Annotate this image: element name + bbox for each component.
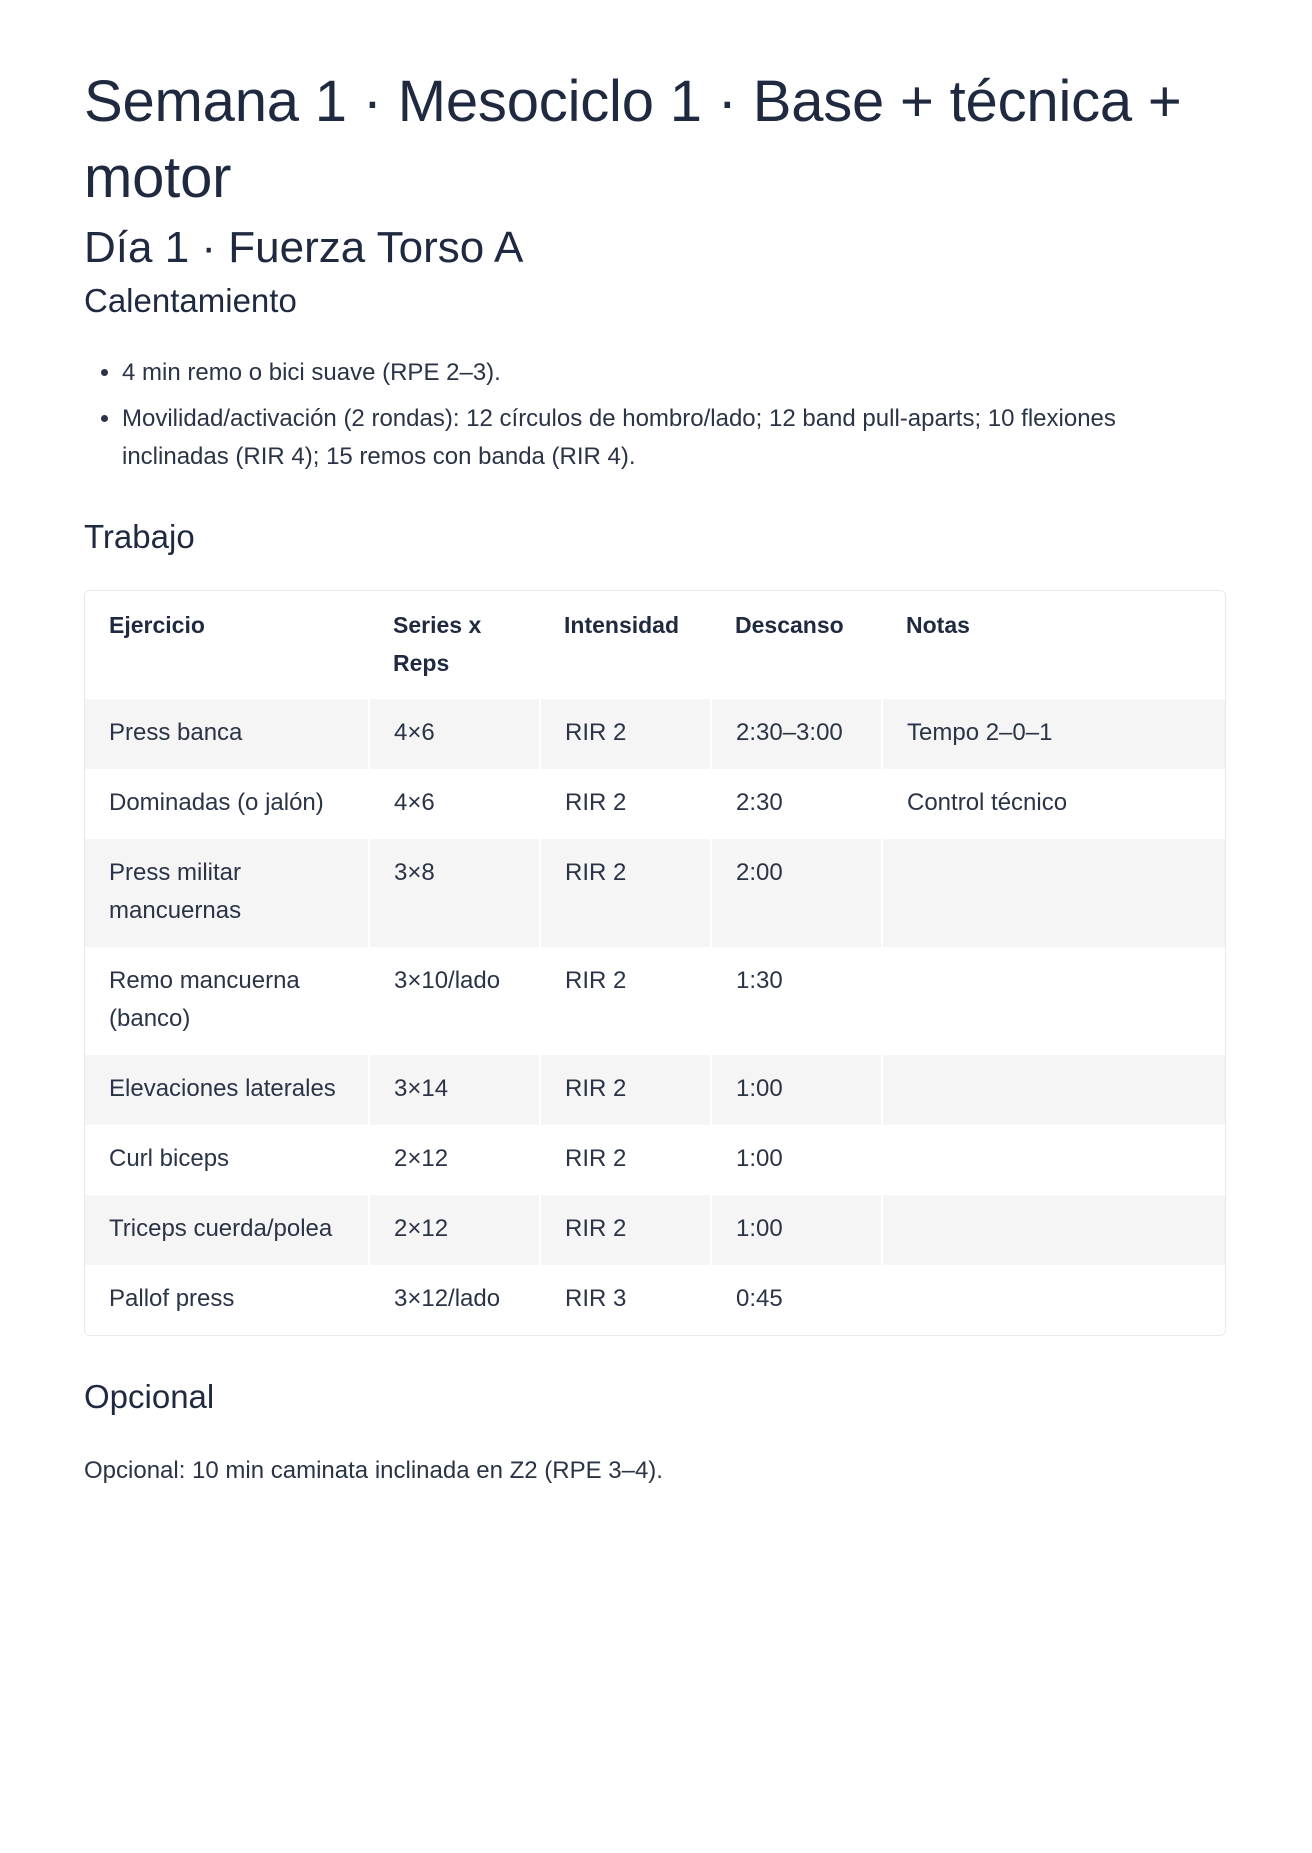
- optional-heading: Opcional: [84, 1378, 215, 1415]
- warmup-heading: Calentamiento: [84, 282, 297, 319]
- column-header-sets-reps: Series x Reps: [369, 591, 540, 699]
- warmup-item: • Movilidad/activación (2 rondas): 12 círculos de hombro/lado; 12 band pull-aparts; 10 flexiones inclinadas (RIR 4); 15 remos con banda (RIR 4).: [122, 400, 1228, 476]
- cell-rest: 1:00: [711, 1125, 882, 1195]
- table-row: [85, 947, 1225, 1055]
- table-header-row: [85, 591, 1225, 699]
- work-heading: Trabajo: [84, 518, 195, 555]
- cell-sets-reps: 4×6: [369, 769, 540, 839]
- table-row: [85, 1195, 1225, 1265]
- cell-notes: Control técnico: [882, 769, 1225, 839]
- table-row: [85, 699, 1225, 769]
- cell-sets-reps: 3×14: [369, 1055, 540, 1125]
- cell-intensity: RIR 2: [540, 769, 711, 839]
- cell-rest: 1:00: [711, 1055, 882, 1125]
- cell-notes: [882, 1055, 1225, 1125]
- table-row: [85, 839, 1225, 947]
- cell-intensity: RIR 2: [540, 1055, 711, 1125]
- cell-rest: 2:00: [711, 839, 882, 947]
- cell-exercise: Press militar mancuernas: [85, 839, 369, 947]
- cell-intensity: RIR 2: [540, 1125, 711, 1195]
- cell-notes: [882, 1265, 1225, 1335]
- workout-table: [85, 591, 1225, 1335]
- cell-rest: 2:30–3:00: [711, 699, 882, 769]
- cell-notes: [882, 839, 1225, 947]
- cell-sets-reps: 3×12/lado: [369, 1265, 540, 1335]
- cell-intensity: RIR 3: [540, 1265, 711, 1335]
- cell-rest: 1:00: [711, 1195, 882, 1265]
- optional-text: Opcional: 10 min caminata inclinada en Z2 (RPE 3–4).: [84, 1457, 663, 1484]
- cell-rest: 2:30: [711, 769, 882, 839]
- cell-sets-reps: 2×12: [369, 1195, 540, 1265]
- column-header-notes: Notas: [882, 591, 1225, 699]
- cell-intensity: RIR 2: [540, 947, 711, 1055]
- page-title: Semana 1 · Mesociclo 1 · Base + técnica + motor: [84, 69, 1182, 210]
- cell-rest: 1:30: [711, 947, 882, 1055]
- cell-sets-reps: 3×8: [369, 839, 540, 947]
- table-row: [85, 769, 1225, 839]
- cell-notes: [882, 947, 1225, 1055]
- workout-table-container: [84, 590, 1226, 1336]
- cell-notes: [882, 1125, 1225, 1195]
- cell-intensity: RIR 2: [540, 839, 711, 947]
- warmup-list: [84, 354, 1228, 476]
- cell-exercise: Elevaciones laterales: [85, 1055, 369, 1125]
- cell-sets-reps: 2×12: [369, 1125, 540, 1195]
- column-header-exercise: Ejercicio: [85, 591, 369, 699]
- cell-exercise: Triceps cuerda/polea: [85, 1195, 369, 1265]
- cell-exercise: Dominadas (o jalón): [85, 769, 369, 839]
- cell-notes: Tempo 2–0–1: [882, 699, 1225, 769]
- cell-notes: [882, 1195, 1225, 1265]
- day-title: Día 1 · Fuerza Torso A: [84, 223, 524, 272]
- cell-intensity: RIR 2: [540, 1195, 711, 1265]
- table-row: [85, 1125, 1225, 1195]
- table-row: [85, 1055, 1225, 1125]
- cell-exercise: Curl biceps: [85, 1125, 369, 1195]
- cell-rest: 0:45: [711, 1265, 882, 1335]
- column-header-rest: Descanso: [711, 591, 882, 699]
- column-header-intensity: Intensidad: [540, 591, 711, 699]
- cell-sets-reps: 3×10/lado: [369, 947, 540, 1055]
- warmup-item: • 4 min remo o bici suave (RPE 2–3).: [122, 354, 1228, 392]
- cell-sets-reps: 4×6: [369, 699, 540, 769]
- cell-exercise: Pallof press: [85, 1265, 369, 1335]
- table-row: [85, 1265, 1225, 1335]
- cell-exercise: Press banca: [85, 699, 369, 769]
- cell-exercise: Remo mancuerna (banco): [85, 947, 369, 1055]
- cell-intensity: RIR 2: [540, 699, 711, 769]
